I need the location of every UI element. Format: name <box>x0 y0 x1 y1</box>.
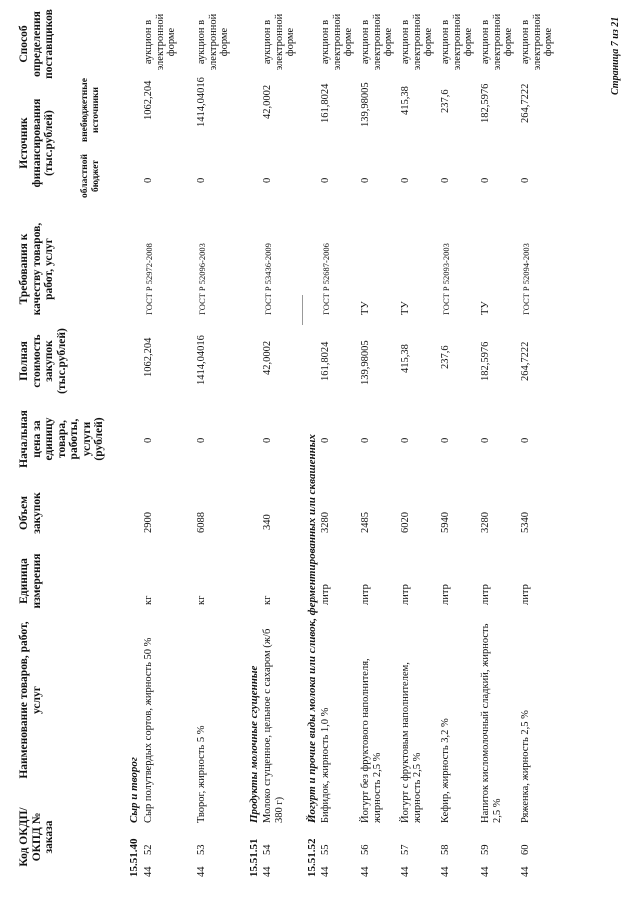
row-total: 161,8024 <box>320 341 331 381</box>
row-method: аукцион в электронной форме <box>196 13 230 71</box>
row-extra: 139,98005 <box>360 82 371 127</box>
row-order: 44 <box>262 866 273 877</box>
row-name: Напиток кисломолочный сладкий, жирность 2,5 % <box>480 623 503 823</box>
row-extra: 1062,204 <box>143 80 154 120</box>
row-regional: 0 <box>143 177 154 183</box>
section-code: 15.51.40 <box>128 838 140 877</box>
row-order: 44 <box>196 866 207 877</box>
row-name: Сыр полутвердых сортов, жирность 50 % <box>143 637 154 823</box>
row-num: 53 <box>196 844 207 855</box>
row-req: ГОСТ Р 52972-2008 <box>144 243 154 315</box>
row-total: 1414,04016 <box>196 335 207 385</box>
header-name: Наименование товаров, работ, услуг <box>18 621 43 779</box>
row-regional: 0 <box>440 177 451 183</box>
row-extra: 1414,04016 <box>196 77 207 127</box>
row-regional: 0 <box>196 177 207 183</box>
row-total: 182,5976 <box>480 341 491 381</box>
row-total: 1062,204 <box>143 337 154 377</box>
section-title: Йогурт и прочие виды молока или сливок, ферментированных или сквашенных <box>306 434 318 823</box>
header-method: Способ определения поставщиков <box>18 9 55 79</box>
row-extra: 161,8024 <box>320 83 331 123</box>
row-volume: 3280 <box>480 512 491 533</box>
row-unit: литр <box>480 584 491 605</box>
row-unit: кг <box>262 595 273 605</box>
row-extra: 264,7222 <box>520 83 531 123</box>
row-unit: литр <box>520 584 531 605</box>
row-order: 44 <box>440 866 451 877</box>
row-num: 58 <box>440 844 451 855</box>
row-volume: 340 <box>262 514 273 530</box>
header-volume: Объем закупок <box>18 492 43 534</box>
header-funding-regional: областной бюджет <box>80 154 101 198</box>
row-unit: кг <box>196 595 207 605</box>
row-price: 0 <box>143 437 154 443</box>
row-name: Бифидок, жирность 1,0 % <box>320 707 331 823</box>
row-order: 44 <box>360 866 371 877</box>
row-num: 60 <box>520 844 531 855</box>
row-req: ТУ <box>480 301 491 315</box>
row-regional: 0 <box>480 177 491 183</box>
row-extra: 237,6 <box>440 89 451 113</box>
header-requirements: Требования к качеству товаров, работ, услуг <box>18 222 55 316</box>
section-code: 15.51.51 <box>248 838 260 877</box>
row-volume: 5340 <box>520 512 531 533</box>
row-name: Йогурт с фруктовым наполнителем, жирность 2,5 % <box>400 662 423 823</box>
row-regional: 0 <box>320 177 331 183</box>
row-extra: 42,0002 <box>262 84 273 119</box>
row-req: ТУ <box>360 301 371 315</box>
header-total: Полная стоимость закупок (тыс.рублей) <box>18 328 68 394</box>
row-order: 44 <box>320 866 331 877</box>
row-req: ГОСТ Р 52687-2006 <box>321 243 331 315</box>
row-name: Творог, жирность 5 % <box>196 725 207 823</box>
section-title: Продукты молочные сгущенные <box>248 665 260 823</box>
header-unit: Единица измерения <box>18 553 43 609</box>
row-num: 55 <box>320 844 331 855</box>
row-total: 42,0002 <box>262 340 273 375</box>
row-price: 0 <box>320 437 331 443</box>
row-order: 44 <box>400 866 411 877</box>
row-regional: 0 <box>262 177 273 183</box>
row-total: 415,38 <box>400 344 411 373</box>
row-volume: 2485 <box>360 512 371 533</box>
row-num: 59 <box>480 844 491 855</box>
row-volume: 5940 <box>440 512 451 533</box>
row-total: 237,6 <box>440 345 451 369</box>
row-order: 44 <box>143 866 154 877</box>
row-price: 0 <box>520 437 531 443</box>
row-unit: литр <box>440 584 451 605</box>
row-extra: 415,38 <box>400 86 411 115</box>
header-funding-extra: внебюджетные источники <box>80 78 101 142</box>
row-num: 57 <box>400 844 411 855</box>
row-name: Кефир, жирность 3,2 % <box>440 718 451 823</box>
row-volume: 2900 <box>143 512 154 533</box>
row-unit: литр <box>320 584 331 605</box>
row-req: ГОСТ Р 53436-2009 <box>263 243 273 315</box>
row-volume: 3280 <box>320 512 331 533</box>
header-funding: Источник финансирования (тыс.рублей) <box>18 98 55 188</box>
row-method: аукцион в электронной форме <box>320 13 354 71</box>
row-order: 44 <box>520 866 531 877</box>
header-price: Начальная цена за единицу товара, работы, услуги (рублей) <box>18 410 105 468</box>
header-code: Код ОКДП/ ОКПД № заказа <box>18 807 55 867</box>
row-price: 0 <box>360 437 371 443</box>
row-regional: 0 <box>400 177 411 183</box>
row-method: аукцион в электронной форме <box>480 13 514 71</box>
row-order: 44 <box>480 866 491 877</box>
row-req: ГОСТ Р 52096-2003 <box>197 243 207 315</box>
scan-mark <box>302 295 303 325</box>
page-number: Страница 7 из 21 <box>610 16 621 95</box>
row-req: ГОСТ Р 52093-2003 <box>441 243 451 315</box>
row-total: 264,7222 <box>520 341 531 381</box>
row-method: аукцион в электронной форме <box>440 13 474 71</box>
row-price: 0 <box>440 437 451 443</box>
row-unit: кг <box>143 595 154 605</box>
row-method: аукцион в электронной форме <box>520 13 554 71</box>
row-volume: 6020 <box>400 512 411 533</box>
row-price: 0 <box>400 437 411 443</box>
section-title: Сыр и творог <box>128 757 140 823</box>
row-regional: 0 <box>360 177 371 183</box>
row-method: аукцион в электронной форме <box>262 13 296 71</box>
row-price: 0 <box>262 437 273 443</box>
row-method: аукцион в электронной форме <box>400 13 434 71</box>
row-num: 54 <box>262 844 273 855</box>
row-volume: 6088 <box>196 512 207 533</box>
row-unit: литр <box>360 584 371 605</box>
row-method: аукцион в электронной форме <box>143 13 177 71</box>
row-price: 0 <box>480 437 491 443</box>
row-num: 56 <box>360 844 371 855</box>
row-name: Йогурт без фруктового наполнителя, жирность 2,5 % <box>360 658 383 823</box>
row-price: 0 <box>196 437 207 443</box>
row-method: аукцион в электронной форме <box>360 13 394 71</box>
row-name: Молоко сгущенное, цельное с сахаром (ж/б 380 г) <box>262 628 285 823</box>
row-regional: 0 <box>520 177 531 183</box>
row-num: 52 <box>143 844 154 855</box>
row-unit: литр <box>400 584 411 605</box>
row-name: Ряженка, жирность 2,5 % <box>520 710 531 823</box>
row-extra: 182,5976 <box>480 83 491 123</box>
row-req: ГОСТ Р 52094-2003 <box>521 243 531 315</box>
row-total: 139,98005 <box>360 340 371 385</box>
section-code: 15.51.52 <box>306 838 318 877</box>
row-req: ТУ <box>400 301 411 315</box>
